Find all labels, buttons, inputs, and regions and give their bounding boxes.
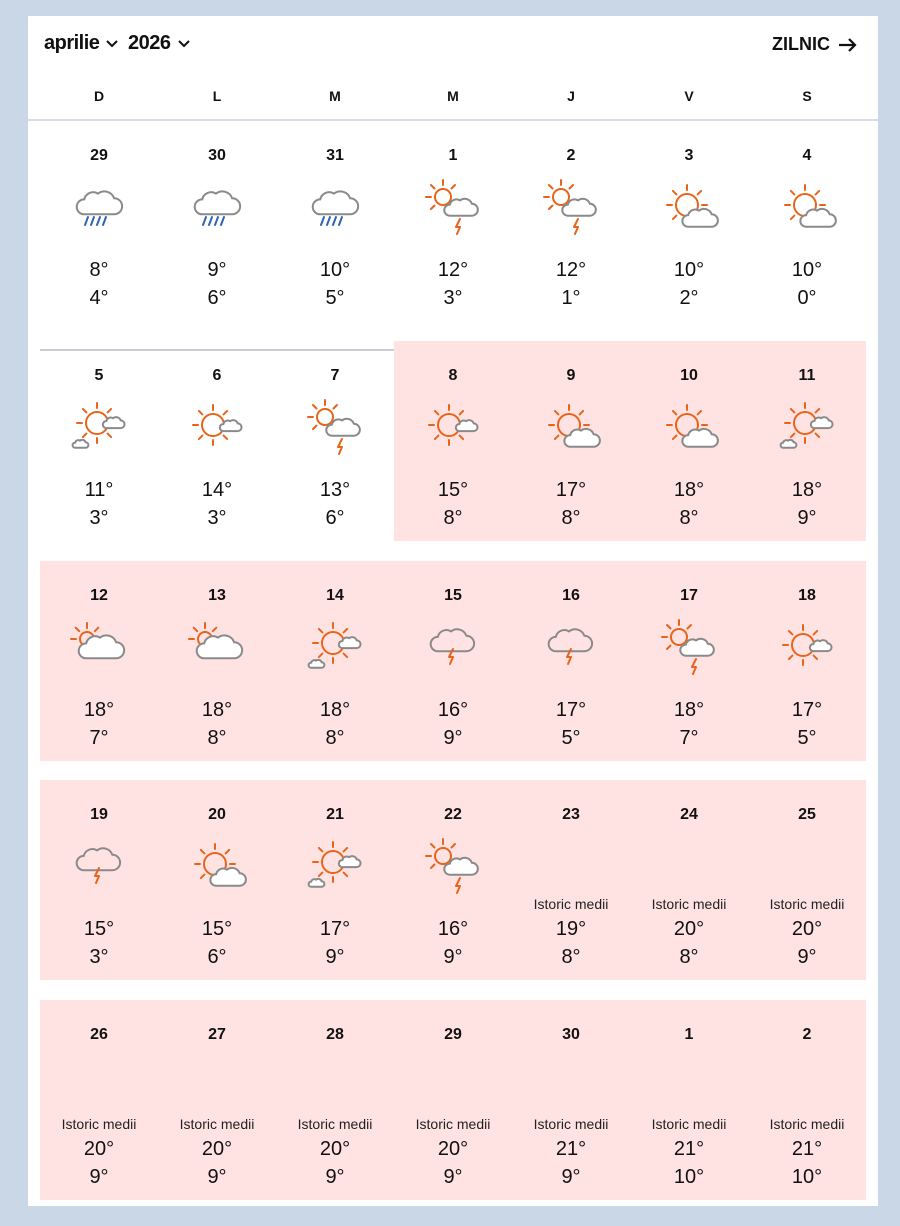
view-label: ZILNIC xyxy=(772,34,830,54)
day-cell[interactable] xyxy=(512,349,630,549)
day-number: 30 xyxy=(562,1026,580,1043)
day-number: 25 xyxy=(798,806,816,823)
day-number: 13 xyxy=(208,587,226,604)
sun-storm-cloud-icon xyxy=(305,395,365,455)
temp-low: 2° xyxy=(679,287,699,309)
day-cell[interactable] xyxy=(630,349,748,549)
historic-average-label: Istoric medii xyxy=(533,1116,609,1132)
year-label: 2026 xyxy=(128,32,171,54)
day-number: 8 xyxy=(448,367,458,384)
day-cell[interactable] xyxy=(158,1008,276,1208)
day-number: 17 xyxy=(680,587,698,604)
calendar-card xyxy=(28,16,878,1206)
day-cell[interactable] xyxy=(394,1008,512,1208)
day-number: 5 xyxy=(94,367,104,384)
sun-storm-cloud-icon xyxy=(423,175,483,235)
day-number: 26 xyxy=(90,1026,108,1043)
day-cell[interactable] xyxy=(276,788,394,988)
temp-high: 20° xyxy=(319,1138,351,1160)
storm-cloud-icon xyxy=(423,615,483,675)
sun-cloud-icon xyxy=(659,175,719,235)
temp-high: 18° xyxy=(791,479,823,501)
historic-average-label: Istoric medii xyxy=(179,1116,255,1132)
historic-average-label: Istoric medii xyxy=(61,1116,137,1132)
day-number: 6 xyxy=(212,367,222,384)
historic-average-label: Istoric medii xyxy=(533,896,609,912)
day-number: 4 xyxy=(802,147,812,164)
temp-high: 10° xyxy=(673,259,705,281)
day-number: 1 xyxy=(684,1026,694,1043)
temp-low: 9° xyxy=(443,1166,463,1188)
sun-small-clouds-icon xyxy=(69,395,129,455)
day-cell[interactable] xyxy=(630,1008,748,1208)
day-cell[interactable] xyxy=(40,349,158,549)
day-cell[interactable] xyxy=(276,1008,394,1208)
week-row xyxy=(40,788,866,988)
temp-high: 18° xyxy=(673,479,705,501)
historic-average-label: Istoric medii xyxy=(297,1116,373,1132)
day-cell[interactable] xyxy=(394,569,512,769)
weekday-label: S xyxy=(802,88,812,104)
weekday-label: D xyxy=(93,88,105,104)
view-toggle-button[interactable] xyxy=(772,34,858,55)
temp-low: 6° xyxy=(207,287,227,309)
temp-high: 18° xyxy=(201,699,233,721)
sun-small-cloud-icon xyxy=(777,615,837,675)
sun-cloud-icon xyxy=(777,175,837,235)
day-cell[interactable] xyxy=(40,129,158,329)
cloud-sun-icon xyxy=(187,615,247,675)
temp-high: 18° xyxy=(673,699,705,721)
day-number: 29 xyxy=(90,147,108,164)
month-dropdown[interactable] xyxy=(44,32,119,55)
temp-low: 8° xyxy=(561,946,581,968)
temp-low: 9° xyxy=(207,1166,227,1188)
day-number: 31 xyxy=(326,147,344,164)
temp-low: 6° xyxy=(207,946,227,968)
temp-high: 14° xyxy=(201,479,233,501)
temp-high: 8° xyxy=(89,259,109,281)
day-number: 22 xyxy=(444,806,462,823)
temp-low: 9° xyxy=(443,946,463,968)
day-number: 29 xyxy=(444,1026,462,1043)
day-number: 2 xyxy=(802,1026,812,1043)
day-number: 11 xyxy=(798,367,816,384)
day-number: 19 xyxy=(90,806,108,823)
day-cell[interactable] xyxy=(748,349,866,549)
temp-low: 3° xyxy=(443,287,463,309)
cloud-sun-icon xyxy=(69,615,129,675)
day-number: 1 xyxy=(448,147,458,164)
day-number: 24 xyxy=(680,806,698,823)
temp-low: 8° xyxy=(443,507,463,529)
historic-average-label: Istoric medii xyxy=(415,1116,491,1132)
rain-cloud-icon xyxy=(69,175,129,235)
sun-small-cloud-icon xyxy=(423,395,483,455)
temp-high: 20° xyxy=(201,1138,233,1160)
sun-small-clouds-icon xyxy=(305,615,365,675)
temp-high: 21° xyxy=(791,1138,823,1160)
day-cell[interactable] xyxy=(394,129,512,329)
temp-low: 8° xyxy=(207,727,227,749)
day-cell[interactable] xyxy=(158,788,276,988)
weekday-label: V xyxy=(684,88,694,104)
day-cell[interactable] xyxy=(748,1008,866,1208)
temp-low: 3° xyxy=(89,946,109,968)
temp-low: 9° xyxy=(797,946,817,968)
sun-small-cloud-icon xyxy=(187,395,247,455)
temp-high: 10° xyxy=(791,259,823,281)
arrow-right-icon xyxy=(838,37,858,53)
day-cell[interactable] xyxy=(276,349,394,549)
day-cell[interactable] xyxy=(748,788,866,988)
temp-low: 9° xyxy=(325,1166,345,1188)
day-number: 30 xyxy=(208,147,226,164)
temp-high: 20° xyxy=(437,1138,469,1160)
day-number: 15 xyxy=(444,587,462,604)
day-cell[interactable] xyxy=(158,349,276,549)
day-cell[interactable] xyxy=(394,349,512,549)
temp-high: 15° xyxy=(437,479,469,501)
day-cell[interactable] xyxy=(40,788,158,988)
day-cell[interactable] xyxy=(394,788,512,988)
temp-high: 16° xyxy=(437,699,469,721)
temp-high: 21° xyxy=(673,1138,705,1160)
day-number: 3 xyxy=(684,147,694,164)
rain-cloud-icon xyxy=(305,175,365,235)
year-dropdown[interactable] xyxy=(128,32,191,55)
temp-high: 11° xyxy=(84,479,114,501)
day-cell[interactable] xyxy=(276,569,394,769)
temp-high: 20° xyxy=(791,918,823,940)
day-number: 27 xyxy=(208,1026,226,1043)
day-number: 28 xyxy=(326,1026,344,1043)
temp-low: 7° xyxy=(89,727,109,749)
temp-low: 9° xyxy=(797,507,817,529)
sun-cloud-icon xyxy=(541,395,601,455)
temp-high: 15° xyxy=(83,918,115,940)
temp-low: 9° xyxy=(443,727,463,749)
month-label: aprilie xyxy=(44,32,100,54)
temp-high: 12° xyxy=(437,259,469,281)
temp-high: 17° xyxy=(319,918,351,940)
day-cell[interactable] xyxy=(276,129,394,329)
temp-low: 8° xyxy=(679,946,699,968)
day-number: 2 xyxy=(566,147,576,164)
day-number: 18 xyxy=(798,587,816,604)
temp-low: 5° xyxy=(561,727,581,749)
historic-average-label: Istoric medii xyxy=(651,896,727,912)
temp-high: 18° xyxy=(83,699,115,721)
temp-low: 5° xyxy=(325,287,345,309)
sun-small-clouds-icon xyxy=(777,395,837,455)
day-number: 21 xyxy=(326,806,344,823)
temp-high: 19° xyxy=(555,918,587,940)
temp-low: 7° xyxy=(679,727,699,749)
temp-low: 8° xyxy=(679,507,699,529)
week-row xyxy=(40,129,866,329)
temp-low: 6° xyxy=(325,507,345,529)
day-cell[interactable] xyxy=(158,569,276,769)
week-row xyxy=(40,1008,866,1208)
temp-low: 9° xyxy=(89,1166,109,1188)
temp-high: 13° xyxy=(319,479,351,501)
temp-low: 9° xyxy=(561,1166,581,1188)
temp-high: 9° xyxy=(207,259,227,281)
temp-high: 17° xyxy=(555,479,587,501)
temp-high: 20° xyxy=(673,918,705,940)
day-cell[interactable] xyxy=(512,788,630,988)
day-cell[interactable] xyxy=(748,129,866,329)
temp-low: 4° xyxy=(89,287,109,309)
weekday-label: M xyxy=(329,88,341,104)
day-number: 7 xyxy=(330,367,340,384)
temp-high: 21° xyxy=(555,1138,587,1160)
temp-low: 3° xyxy=(207,507,227,529)
day-cell[interactable] xyxy=(158,129,276,329)
rain-cloud-icon xyxy=(187,175,247,235)
day-cell[interactable] xyxy=(512,569,630,769)
temp-low: 8° xyxy=(325,727,345,749)
day-number: 9 xyxy=(566,367,576,384)
day-number: 10 xyxy=(680,367,698,384)
historic-average-label: Istoric medii xyxy=(769,1116,845,1132)
temp-high: 10° xyxy=(319,259,351,281)
day-cell[interactable] xyxy=(630,788,748,988)
calendar-header xyxy=(28,16,878,72)
chevron-down-icon xyxy=(177,39,191,49)
week-row xyxy=(40,569,866,769)
sun-cloud-icon xyxy=(659,395,719,455)
temp-high: 18° xyxy=(319,699,351,721)
day-cell[interactable] xyxy=(630,569,748,769)
day-cell[interactable] xyxy=(40,1008,158,1208)
temp-low: 10° xyxy=(791,1166,823,1188)
temp-high: 17° xyxy=(791,699,823,721)
day-cell[interactable] xyxy=(748,569,866,769)
sun-cloud-icon xyxy=(187,834,247,894)
day-cell[interactable] xyxy=(512,129,630,329)
sun-storm-cloud-icon xyxy=(541,175,601,235)
temp-low: 0° xyxy=(797,287,817,309)
temp-high: 15° xyxy=(201,918,233,940)
temp-high: 16° xyxy=(437,918,469,940)
week-row xyxy=(40,349,866,549)
day-number: 16 xyxy=(562,587,580,604)
sun-storm-cloud-icon xyxy=(423,834,483,894)
day-cell[interactable] xyxy=(512,1008,630,1208)
day-cell[interactable] xyxy=(40,569,158,769)
weekday-header xyxy=(40,78,866,114)
weekday-label: J xyxy=(567,88,575,104)
day-cell[interactable] xyxy=(630,129,748,329)
day-number: 20 xyxy=(208,806,226,823)
weekday-label: M xyxy=(447,88,459,104)
temp-low: 8° xyxy=(561,507,581,529)
temp-high: 12° xyxy=(555,259,587,281)
temp-low: 3° xyxy=(89,507,109,529)
storm-cloud-icon xyxy=(69,834,129,894)
temp-high: 17° xyxy=(555,699,587,721)
day-number: 23 xyxy=(562,806,580,823)
temp-low: 1° xyxy=(561,287,581,309)
sun-small-clouds-icon xyxy=(305,834,365,894)
historic-average-label: Istoric medii xyxy=(769,896,845,912)
weekday-label: L xyxy=(212,88,222,104)
temp-low: 10° xyxy=(673,1166,705,1188)
day-number: 14 xyxy=(326,587,344,604)
chevron-down-icon xyxy=(105,39,119,49)
temp-low: 5° xyxy=(797,727,817,749)
temp-high: 20° xyxy=(83,1138,115,1160)
temp-low: 9° xyxy=(325,946,345,968)
sun-storm-cloud-icon xyxy=(659,615,719,675)
storm-cloud-icon xyxy=(541,615,601,675)
historic-average-label: Istoric medii xyxy=(651,1116,727,1132)
divider xyxy=(28,119,878,121)
day-number: 12 xyxy=(90,587,108,604)
